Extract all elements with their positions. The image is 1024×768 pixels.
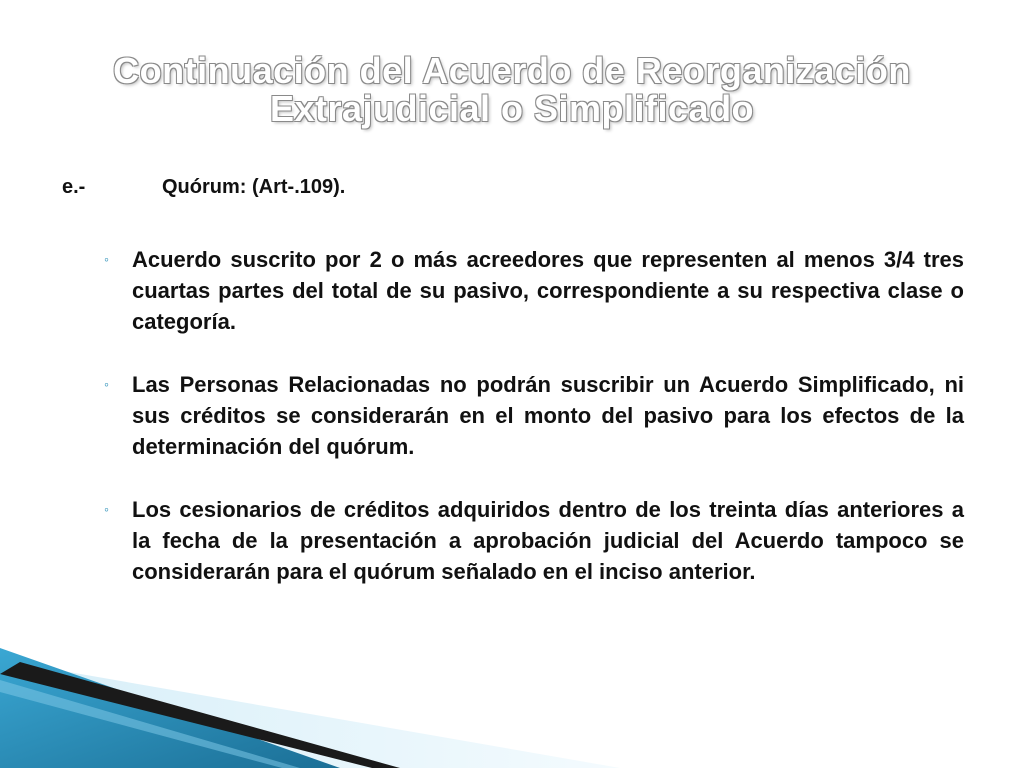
list-item bbox=[104, 494, 964, 587]
bullet-text: Los cesionarios de créditos adquiridos dentro de los treinta días anteriores a la fecha de la presentación a aprobación judicial del Acuerdo tampoco se considerarán para el quórum señalado en el inciso anterior. bbox=[132, 497, 964, 584]
title-line-2: Extrajudicial o Simplificado bbox=[269, 88, 755, 129]
title-line-1: Continuación del Acuerdo de Reorganización bbox=[113, 50, 911, 91]
section-marker: e.- bbox=[62, 176, 86, 198]
list-item bbox=[104, 244, 964, 337]
slide-title bbox=[60, 52, 964, 128]
bullet-text: Las Personas Relacionadas no podrán suscribir un Acuerdo Simplificado, ni sus créditos se considerarán en el monto del pasivo para los efectos de la determinación del quórum. bbox=[132, 372, 964, 459]
bullet-circle-icon: ◦ bbox=[104, 376, 109, 392]
bullet-text: Acuerdo suscrito por 2 o más acreedores que representen al menos 3/4 tres cuartas partes del total de su pasivo, correspondiente a su respectiva clase o categoría. bbox=[132, 247, 964, 334]
section-heading bbox=[62, 176, 345, 199]
decorative-wave-stripes bbox=[0, 640, 1024, 768]
list-item bbox=[104, 369, 964, 462]
bullet-circle-icon: ◦ bbox=[104, 501, 109, 517]
section-label: Quórum: (Art-.109). bbox=[162, 176, 346, 198]
bullet-circle-icon: ◦ bbox=[104, 251, 109, 267]
bullet-list bbox=[104, 244, 964, 619]
